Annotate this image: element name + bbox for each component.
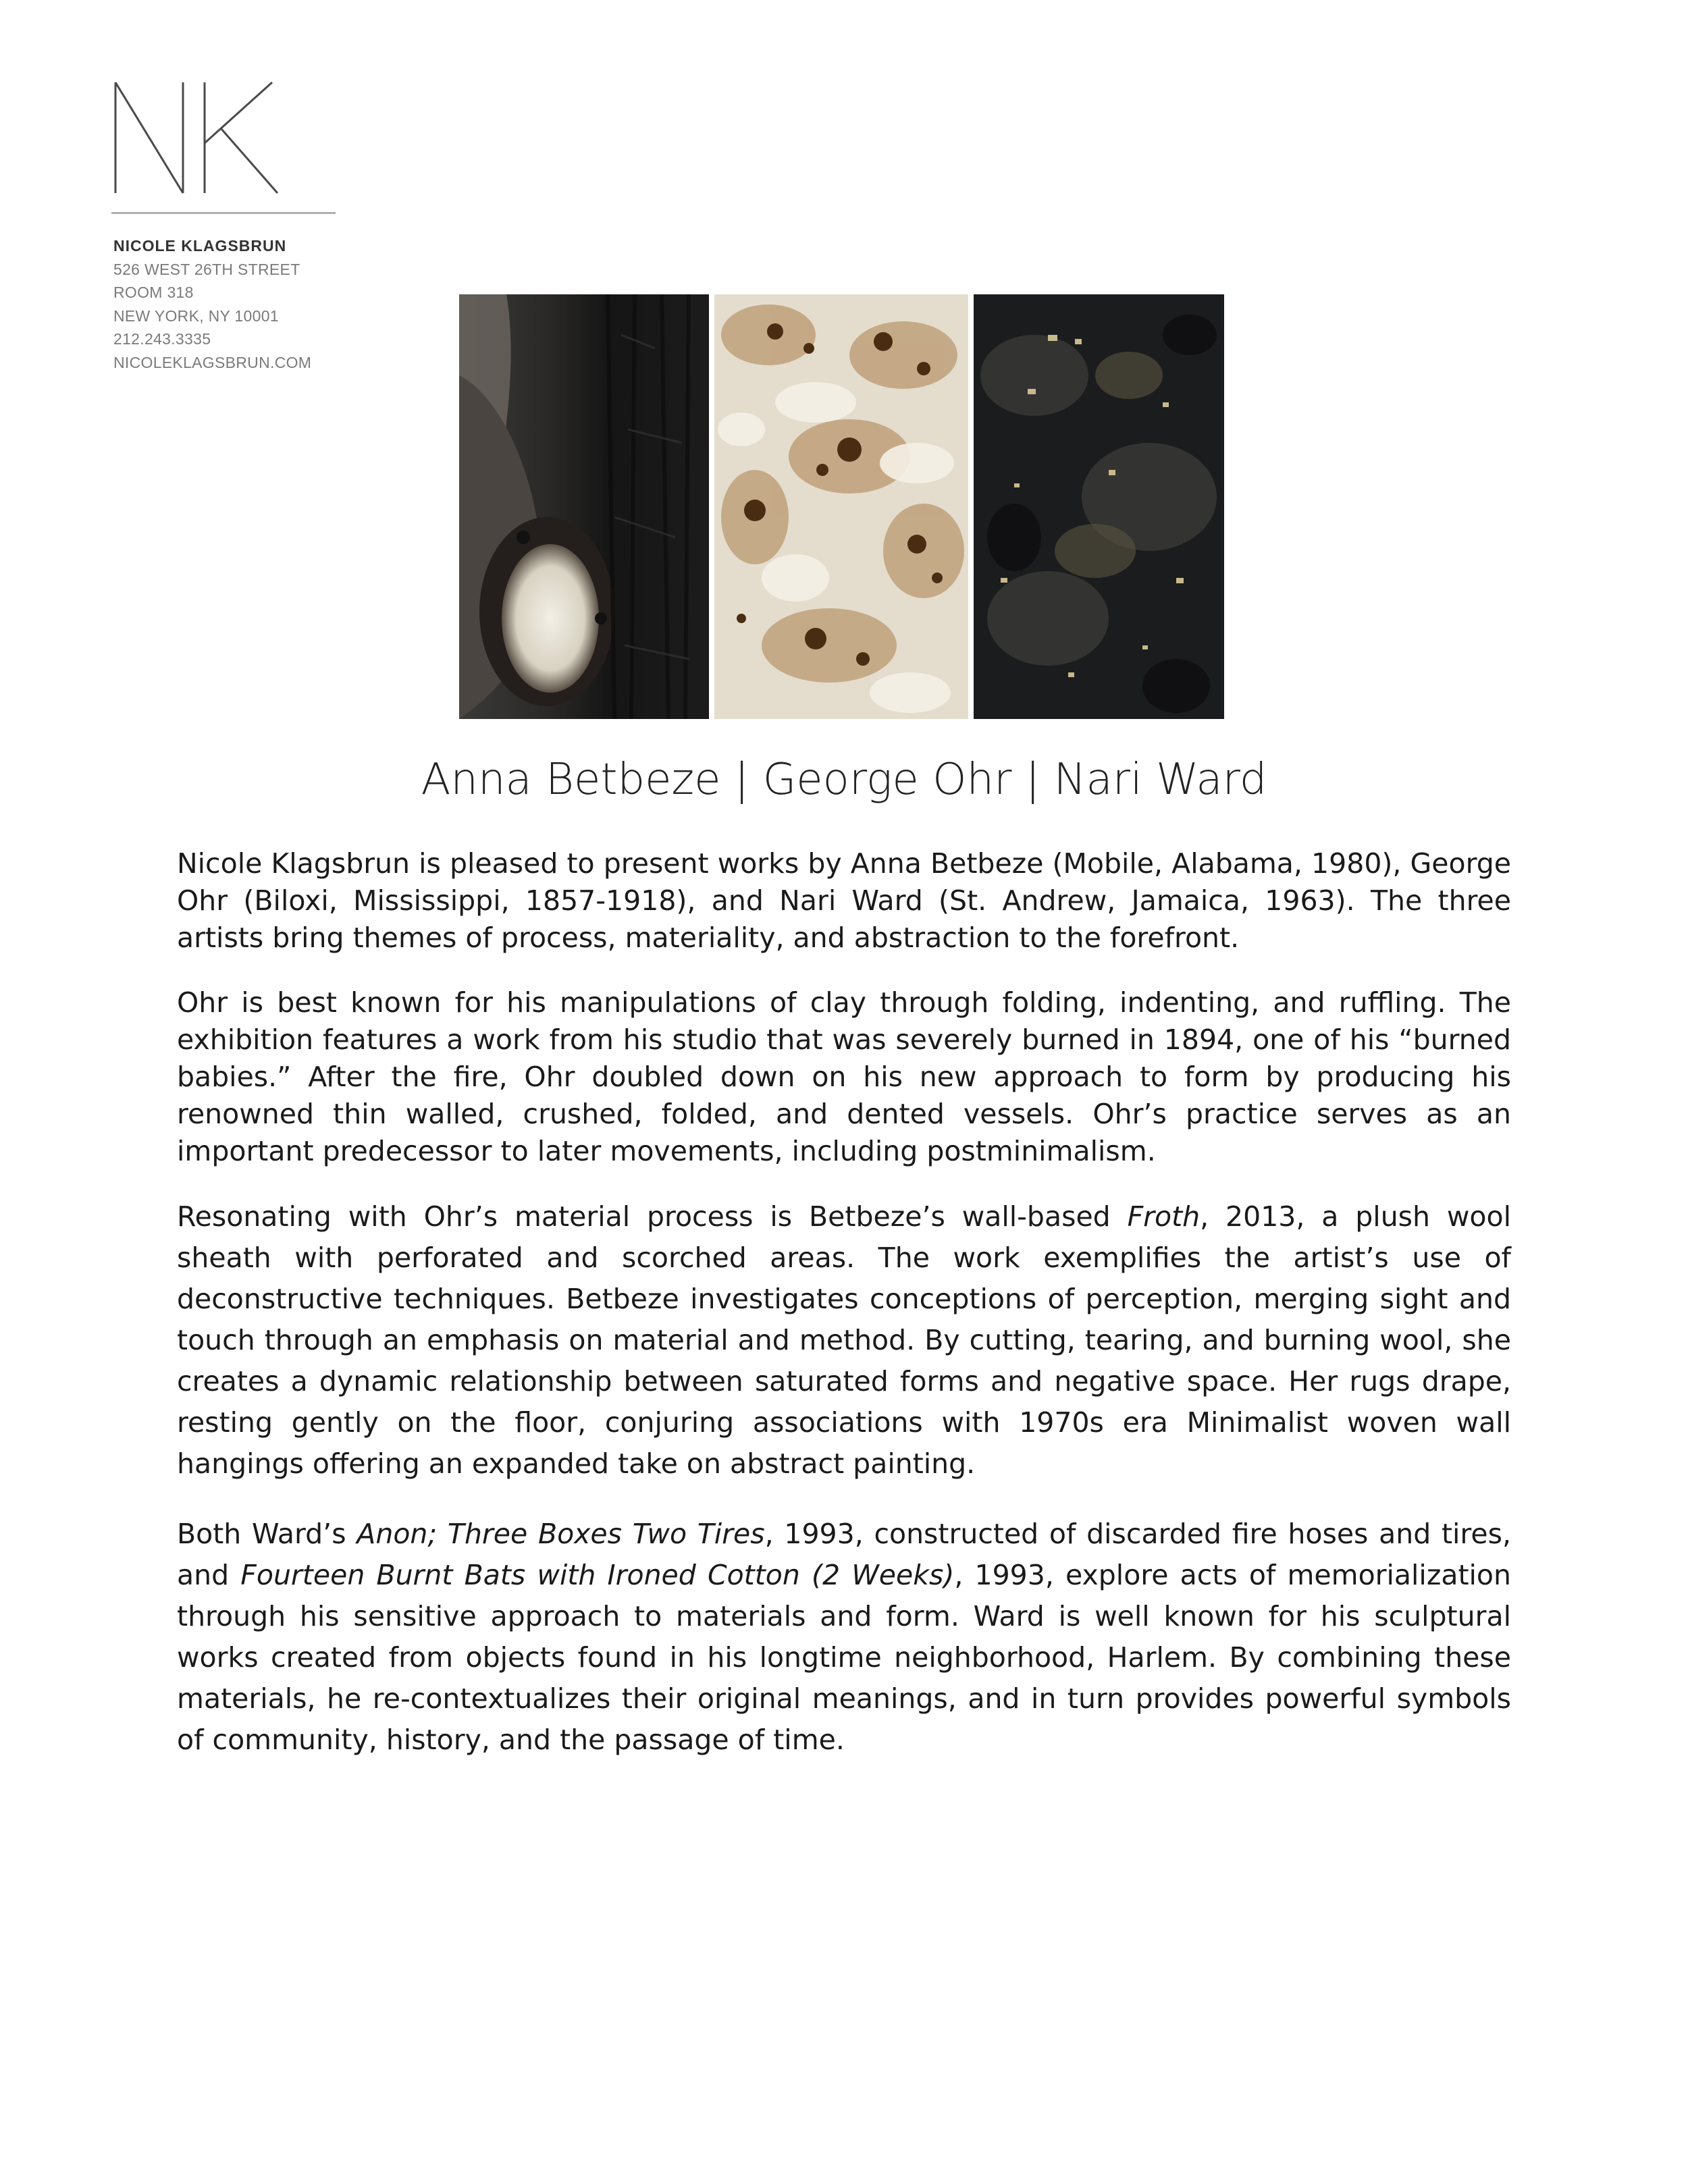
betbeze-text-a: Resonating with Ohr’s material process is Betbeze’s wall-based <box>177 1200 1128 1233</box>
artwork-detail-ward-image <box>974 294 1224 719</box>
exhibition-title: Anna Betbeze | George Ohr | Nari Ward <box>421 755 1267 805</box>
betbeze-text-b: , 2013, a plush wool sheath with perforated and scorched areas. The work exemplifies the artist’s use of deconstructive techniques. Betbeze investigates conceptions of perception, merging sight and touch through an emphasis on material and method. By cutting, tearing, and burning wool, she creates a dynamic relationship between saturated forms and negative space. Her rugs drape, resting gently on the floor, conjuring associations with 1970s era Minimalist woven wall hangings offering an expanded take on abstract painting. <box>177 1200 1511 1480</box>
street-address: 526 WEST 26TH STREET <box>113 260 300 278</box>
city-state-zip: NEW YORK, NY 10001 <box>113 307 279 325</box>
phone-number: 212.243.3335 <box>113 330 211 348</box>
logo-divider <box>111 212 336 214</box>
room-number: ROOM 318 <box>113 284 194 301</box>
intro-paragraph: Nicole Klagsbrun is pleased to present works by Anna Betbeze (Mobile, Alabama, 1980), George Ohr (Biloxi, Mississippi, 1857-1918), and Nari Ward (St. Andrew, Jamaica, 1963). The three artists bring themes of process, materiality, and abstraction to the forefront. <box>177 847 1511 954</box>
betbeze-paragraph <box>177 1196 1511 1485</box>
artwork-detail-betbeze-image <box>714 294 968 719</box>
fourteen-burnt-bats-title: Fourteen Burnt Bats with Ironed Cotton (2 Weeks) <box>240 1559 955 1591</box>
ward-text-a: Both Ward’s <box>177 1518 357 1550</box>
ward-paragraph <box>177 1514 1511 1761</box>
froth-title: Froth <box>1127 1200 1201 1233</box>
website: NICOLEKLAGSBRUN.COM <box>113 353 312 371</box>
anon-title: Anon; Three Boxes Two Tires <box>357 1518 765 1550</box>
ward-text-c: , 1993, explore acts of memorialization through his sensitive approach to materials and form. Ward is well known for his sculptural works created from objects found in his longtime neighborhood, Harlem. By combining these materials, he re-contextualizes their original meanings, and in turn provides powerful symbols of community, history, and the passage of time. <box>177 1559 1512 1756</box>
nk-monogram <box>111 81 314 196</box>
gallery-address <box>113 234 311 374</box>
ward-text-b: , 1993, constructed of discarded fire hoses and tires, and <box>177 1518 1512 1591</box>
artwork-detail-ohr-image <box>459 294 709 719</box>
nk-logo <box>111 81 314 196</box>
ohr-paragraph: Ohr is best known for his manipulations of clay through folding, indenting, and ruffling. The exhibition features a work from his studio that was severely burned in 1894, one of his “burned babies.” After the fire, Ohr doubled down on his new approach to form by producing his renowned thin walled, crushed, folded, and dented vessels. Ohr’s practice serves as an important predecessor to later movements, including postminimalism. <box>177 986 1511 1167</box>
gallery-name: NICOLE KLAGSBRUN <box>113 237 287 255</box>
